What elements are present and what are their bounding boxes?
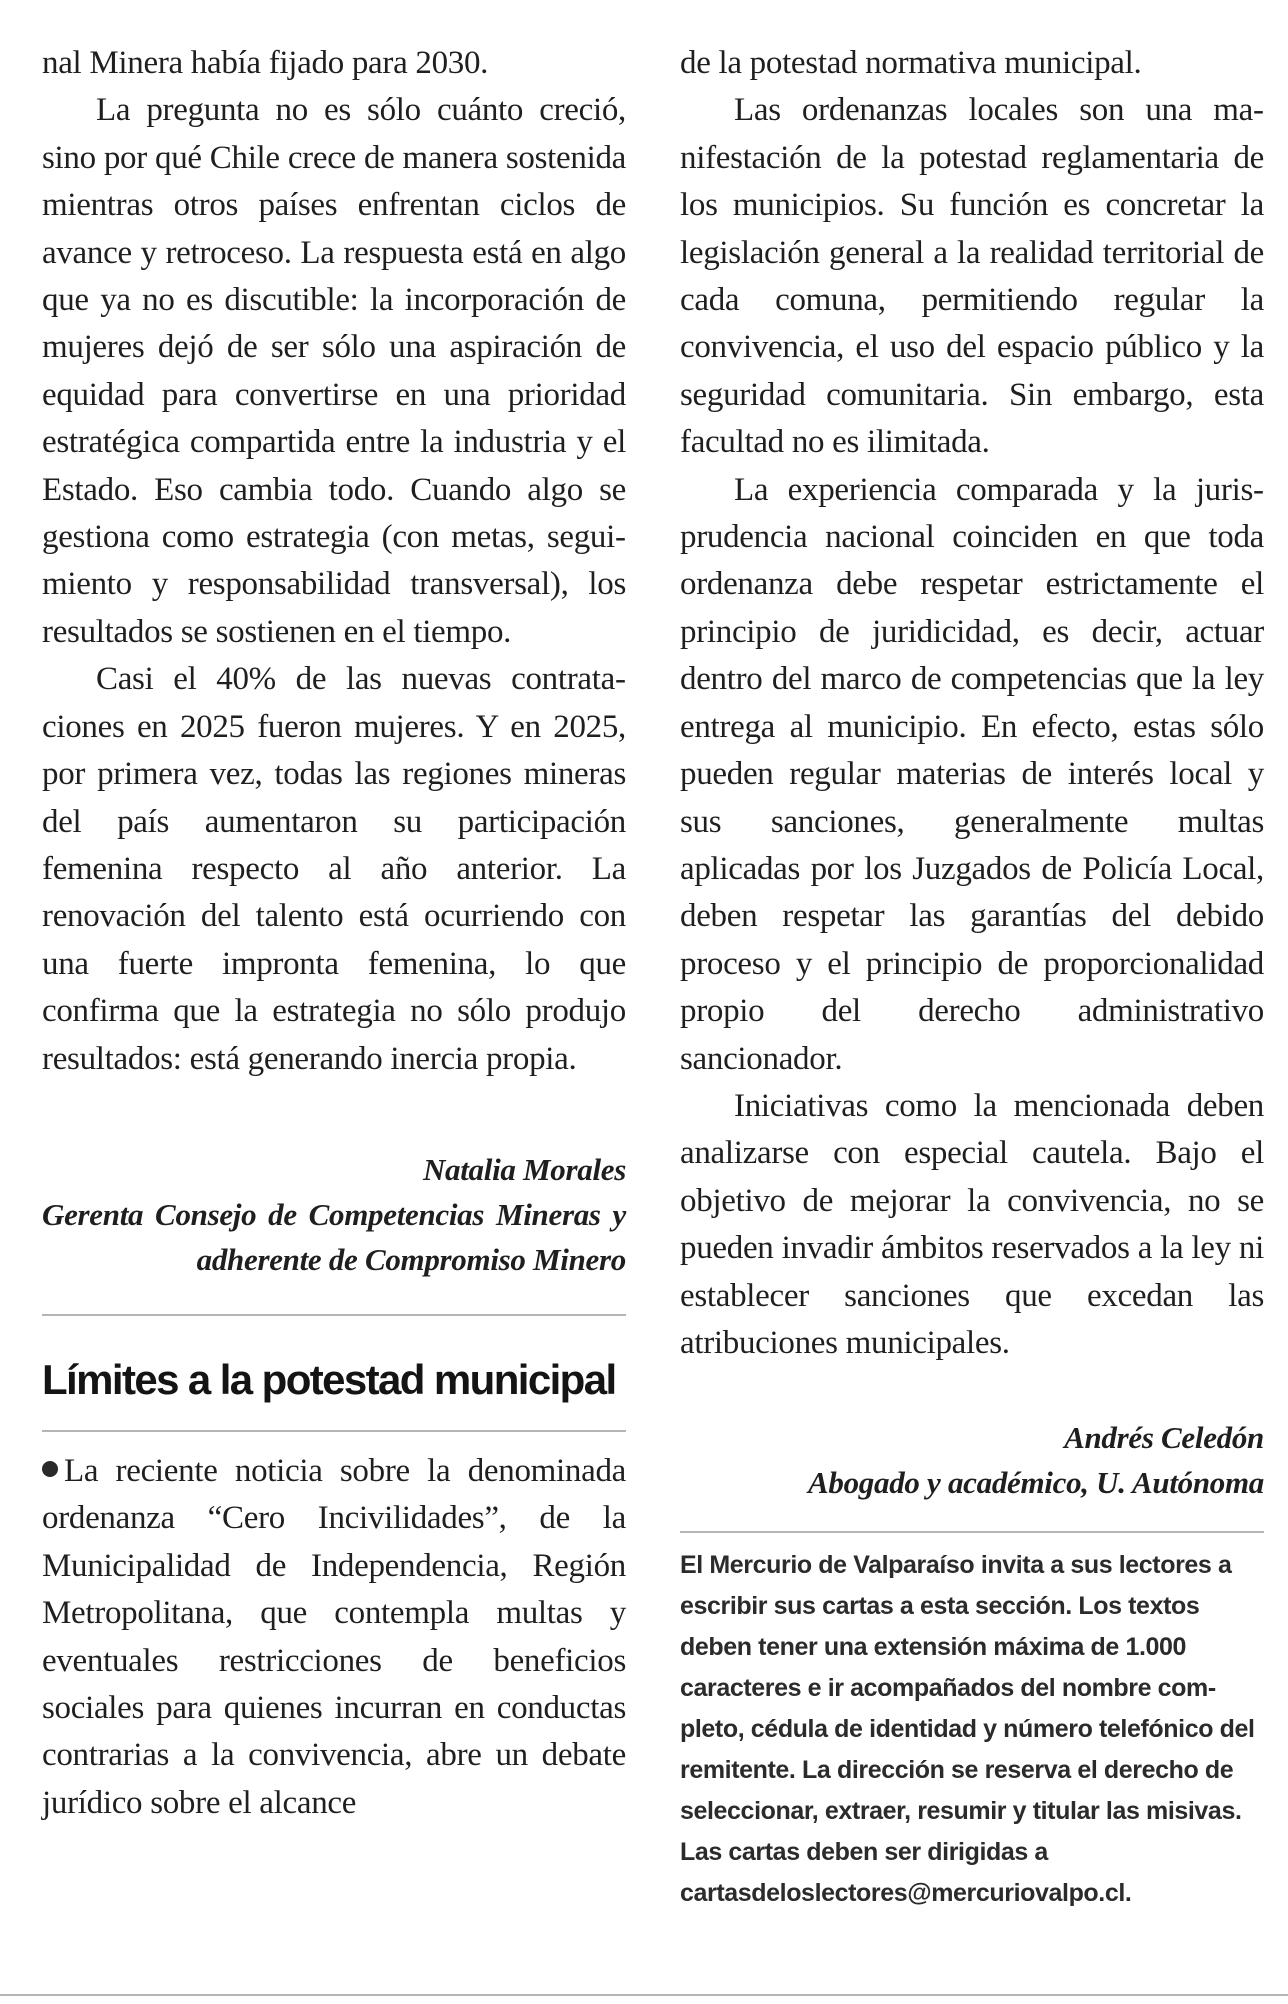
article-two-paragraph: Las ordenanzas locales son una manifestación de la potestad reglamentaria de los municipios. Su función es concretar la legislación general a la realidad territorial de cada comuna, permitiendo regular la convivencia, el uso del espacio público y la seguridad comunitaria. Sin embargo, esta facultad no es ilimitada. (680, 92, 1264, 461)
article-two-paragraph: La experiencia comparada y la jurisprudencia nacional coinciden en que toda ordenanza debe respetar estrictamente el principio de juridicidad, es decir, actuar dentro del marco de competencias que la ley entrega al municipio. En efecto, estas sólo pueden regular materias de interés local y sus sanciones, generalmente multas aplicadas por los Juzgados de Policía Local, deben respetar las garantías del debido proceso y el principio de proporcionalidad propio del derecho administrativo sancionador. (680, 471, 1264, 1077)
article-two-author-role: Abogado y académico, U. Autónoma (808, 1465, 1264, 1501)
article-one-paragraph: Casi el 40% de las nuevas contrataciones en 2025 fueron mujeres. Y en 2025, por primera vez, todas las regiones mineras del país aumentaron su participación femenina respecto al año anterior. La renovación del talento está ocurriendo con una fuerte impronta femenina, lo que confirma que la estrategia no sólo produjo resultados: está generando inercia propia. (42, 661, 626, 1077)
article-two-paragraph: Iniciativas como la mencionada deben analizarse con especial cautela. Bajo el objetivo de mejorar la convivencia, no se pueden invadir ámbitos reservados a la ley ni establecer sanciones que excedan las atribuciones municipales. (680, 1087, 1264, 1361)
article-two-headline: Límites a la potestad municipal (42, 1355, 616, 1403)
bottom-divider (0, 1994, 1288, 1996)
article-two-lead-text: La reciente noticia sobre la denominada ordenanza “Cero Incivilidades”, de la Municipalidad de Independencia, Región Metropolitana, que contempla multas y eventuales restricciones de beneficios sociales para quienes incurran en conductas contrarias a la convivencia, abre un debate jurídico sobre el alcance (42, 1452, 626, 1821)
article-one-paragraph: nal Minera había fijado para 2030. (42, 45, 489, 81)
letters-notice: El Mercurio de Valparaíso invita a sus lectores a escribir sus cartas a esta sección. Los textos deben tener una extensión máxima de 1.000 caracteres e ir acompañados del nombre completo, cédula de identidad y número telefónico del remitente. La dirección se reserva el derecho de seleccionar, extraer, resumir y titular las misivas. Las cartas deben ser dirigidas a cartasdeloslectores@mercuriovalpo.cl. (680, 1551, 1255, 1908)
left-column (42, 40, 626, 1827)
right-column-visible (680, 40, 1264, 1914)
article-one-paragraph: La pregunta no es sólo cuánto creció, sino por qué Chile crece de manera sostenida mientras otros países enfrentan ciclos de avance y retroceso. La respuesta está en algo que ya no es discutible: la incorporación de mujeres dejó de ser sólo una aspiración de equidad para convertirse en una prioridad estratégica compartida entre la industria y el Estado. Eso cambia todo. Cuando algo se gestiona como estrategia (con metas, seguimiento y responsabilidad transversal), los resultados se sostienen en el tiempo. (42, 92, 626, 650)
article-two-paragraph: de la potestad normativa municipal. (680, 45, 1142, 81)
article-two-lead-paragraph (42, 1448, 626, 1827)
article-one-author: Natalia Morales (422, 1151, 626, 1187)
article-one-author-role: Gerenta Consejo de Competencias Mineras y adherente de Compromiso Minero (42, 1196, 626, 1277)
bullet-icon (42, 1461, 58, 1477)
spacer (42, 1083, 626, 1147)
article-two-author: Andrés Celedón (1064, 1420, 1264, 1456)
